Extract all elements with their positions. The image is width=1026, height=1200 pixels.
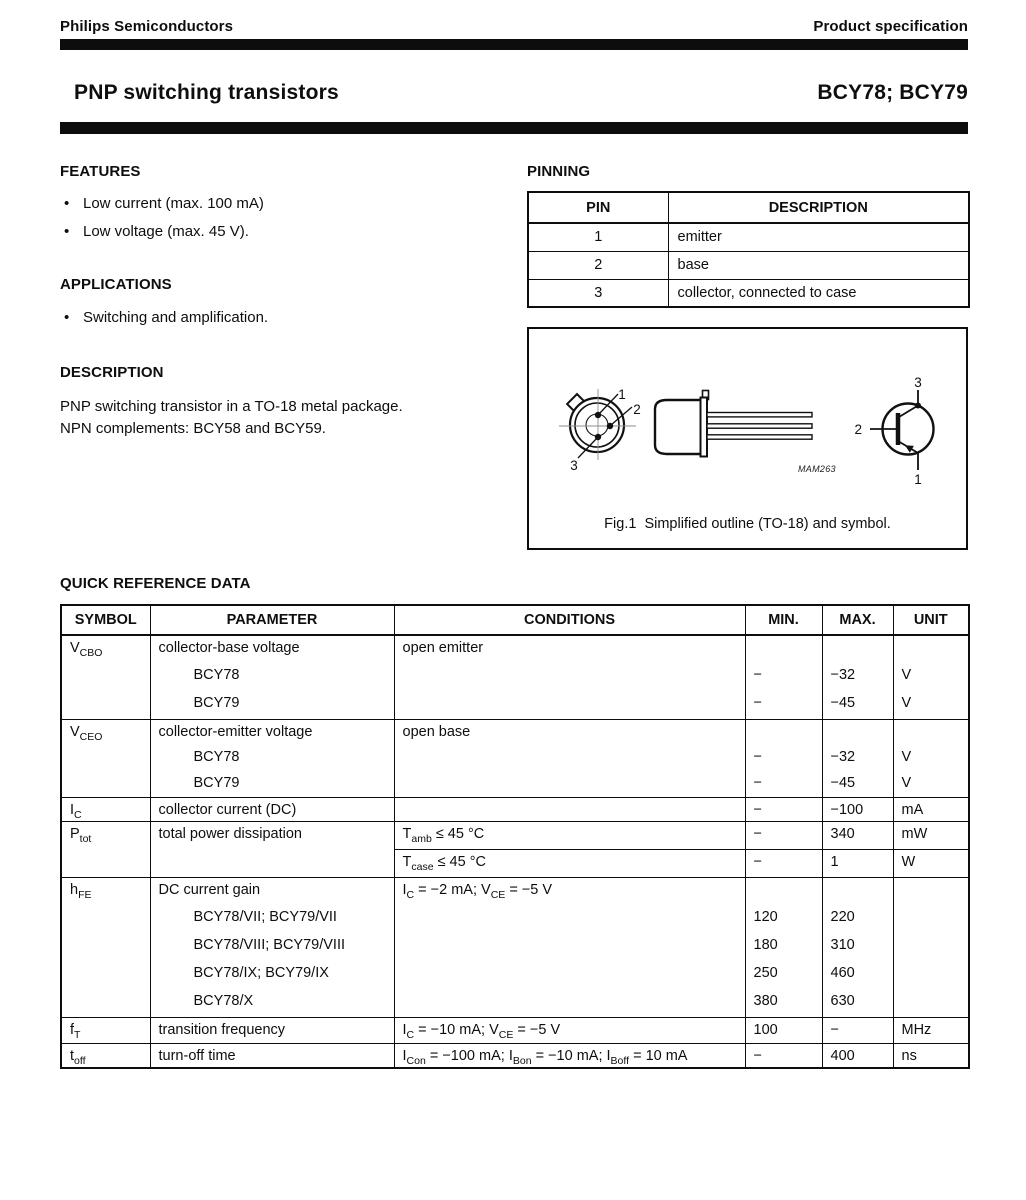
unit-cell: V xyxy=(893,663,969,691)
min-cell: 100 xyxy=(745,1017,822,1043)
pinning-row xyxy=(528,279,969,307)
qrd-row xyxy=(61,691,969,719)
max-cell xyxy=(822,719,893,745)
parameter-cell: turn-off time xyxy=(150,1043,394,1068)
min-cell: − xyxy=(745,849,822,877)
parameter-cell: BCY78 xyxy=(150,745,394,771)
symbol-cell: $I_C$ xyxy=(61,797,150,821)
parameter-cell: collector current (DC) xyxy=(150,797,394,821)
conditions-cell xyxy=(394,797,745,821)
symbol-cell: $V_{CEO}$ xyxy=(61,719,150,745)
device-types: BCY78; BCY79 xyxy=(817,81,968,104)
max-cell: −100 xyxy=(822,797,893,821)
qrd-col-header: MIN. xyxy=(745,605,822,635)
qrd-row xyxy=(61,663,969,691)
symbol-collector-label: 3 xyxy=(914,375,922,390)
unit-cell: V xyxy=(893,771,969,797)
qrd-body xyxy=(61,635,969,1068)
symbol-cell xyxy=(61,905,150,933)
unit-cell: V xyxy=(893,745,969,771)
drawing-code-label: MAM263 xyxy=(798,464,836,474)
qrd-row xyxy=(61,849,969,877)
parameter-cell: BCY79 xyxy=(150,771,394,797)
application-text: Switching and amplification. xyxy=(83,309,269,326)
pinning-header-row xyxy=(528,192,969,223)
lead-3 xyxy=(707,435,812,439)
qrd-row xyxy=(61,877,969,905)
max-cell: 400 xyxy=(822,1043,893,1068)
max-cell: 220 xyxy=(822,905,893,933)
pin-number-cell: 3 xyxy=(528,279,668,307)
page-title: PNP switching transistors xyxy=(74,81,339,104)
min-cell xyxy=(745,877,822,905)
unit-cell: mA xyxy=(893,797,969,821)
max-cell: 460 xyxy=(822,961,893,989)
description-heading: DESCRIPTION xyxy=(60,364,164,381)
bullet-icon: • xyxy=(64,195,70,212)
parameter-cell: transition frequency xyxy=(150,1017,394,1043)
parameter-cell: BCY78/VIII; BCY79/VIII xyxy=(150,933,394,961)
conditions-cell xyxy=(394,989,745,1017)
header-rule xyxy=(60,39,968,50)
min-cell: − xyxy=(745,771,822,797)
collector-junction-dot xyxy=(915,403,921,409)
description-paragraph xyxy=(60,396,403,440)
qrd-row xyxy=(61,933,969,961)
pinning-col-header: DESCRIPTION xyxy=(668,192,969,223)
max-cell: −32 xyxy=(822,745,893,771)
feature-text: Low current (max. 100 mA) xyxy=(83,195,264,212)
max-cell: − xyxy=(822,1017,893,1043)
unit-cell xyxy=(893,961,969,989)
pinning-table xyxy=(527,191,970,308)
symbol-cell xyxy=(61,691,150,719)
unit-cell xyxy=(893,877,969,905)
symbol-cell xyxy=(61,961,150,989)
qrd-row xyxy=(61,771,969,797)
parameter-cell: collector-base voltage xyxy=(150,635,394,663)
unit-cell xyxy=(893,905,969,933)
parameter-cell: collector-emitter voltage xyxy=(150,719,394,745)
conditions-cell: open base xyxy=(394,719,745,745)
qrd-row xyxy=(61,635,969,663)
min-cell xyxy=(745,635,822,663)
unit-cell xyxy=(893,933,969,961)
qrd-col-header: PARAMETER xyxy=(150,605,394,635)
min-cell: − xyxy=(745,821,822,849)
figure-box xyxy=(527,327,968,550)
package-side-view xyxy=(655,391,836,475)
qrd-header-row xyxy=(61,605,969,635)
conditions-cell xyxy=(394,961,745,989)
pin-number-cell: 2 xyxy=(528,251,668,279)
applications-heading: APPLICATIONS xyxy=(60,276,172,293)
unit-cell xyxy=(893,635,969,663)
parameter-cell: BCY78/X xyxy=(150,989,394,1017)
qrd-col-header: SYMBOL xyxy=(61,605,150,635)
quick-reference-heading: QUICK REFERENCE DATA xyxy=(60,575,251,592)
features-heading: FEATURES xyxy=(60,163,141,180)
lead-1 xyxy=(707,413,812,417)
conditions-cell xyxy=(394,933,745,961)
qrd-row xyxy=(61,1043,969,1068)
symbol-cell xyxy=(61,663,150,691)
unit-cell xyxy=(893,719,969,745)
symbol-cell xyxy=(61,989,150,1017)
min-cell: − xyxy=(745,691,822,719)
conditions-cell: $I_{Con} = -100$ mA; $I_{Bon} = -10$ mA; $I_{Boff} = 10$ mA xyxy=(394,1043,745,1068)
parameter-cell: BCY78/IX; BCY79/IX xyxy=(150,961,394,989)
parameter-cell xyxy=(150,849,394,877)
min-cell: 380 xyxy=(745,989,822,1017)
pin-number-cell: 1 xyxy=(528,223,668,251)
description-line: PNP switching transistor in a TO-18 metal package. xyxy=(60,398,403,415)
unit-cell: MHz xyxy=(893,1017,969,1043)
qrd-row xyxy=(61,745,969,771)
min-cell: 180 xyxy=(745,933,822,961)
lead-2 xyxy=(707,424,812,428)
figure-caption: Fig.1 Simplified outline (TO-18) and symbol. xyxy=(604,516,891,532)
transistor-symbol xyxy=(854,375,933,487)
unit-cell: mW xyxy=(893,821,969,849)
qrd-row xyxy=(61,719,969,745)
bottom-view-pin3-label: 3 xyxy=(570,458,578,473)
unit-cell: W xyxy=(893,849,969,877)
max-cell: −45 xyxy=(822,691,893,719)
pinning-body xyxy=(528,223,969,307)
conditions-cell: $T_{case} \le 45$ °C xyxy=(394,849,745,877)
bullet-icon: • xyxy=(64,223,70,240)
symbol-emitter-label: 1 xyxy=(914,472,922,487)
conditions-cell: $I_C = -2$ mA; $V_{CE} = -5$ V xyxy=(394,877,745,905)
symbol-cell xyxy=(61,771,150,797)
max-cell: 1 xyxy=(822,849,893,877)
qrd-row xyxy=(61,821,969,849)
min-cell: − xyxy=(745,797,822,821)
title-rule xyxy=(60,122,968,134)
conditions-cell xyxy=(394,905,745,933)
conditions-cell: $T_{amb} \le 45$ °C xyxy=(394,821,745,849)
pinning-row xyxy=(528,223,969,251)
conditions-cell xyxy=(394,663,745,691)
parameter-cell: BCY78/VII; BCY79/VII xyxy=(150,905,394,933)
application-item xyxy=(64,309,268,326)
symbol-base-label: 2 xyxy=(854,422,862,437)
feature-item xyxy=(64,195,264,212)
min-cell: − xyxy=(745,663,822,691)
min-cell: 120 xyxy=(745,905,822,933)
pin-description-cell: collector, connected to case xyxy=(668,279,969,307)
qrd-row xyxy=(61,961,969,989)
max-cell xyxy=(822,635,893,663)
conditions-cell xyxy=(394,745,745,771)
symbol-cell xyxy=(61,849,150,877)
document-type: Product specification xyxy=(813,18,968,35)
min-cell: 250 xyxy=(745,961,822,989)
pinning-row xyxy=(528,251,969,279)
bottom-view-pin1-label: 1 xyxy=(618,387,626,402)
publisher-name: Philips Semiconductors xyxy=(60,18,234,35)
description-line: NPN complements: BCY58 and BCY59. xyxy=(60,420,326,437)
qrd-col-header: MAX. xyxy=(822,605,893,635)
min-cell: − xyxy=(745,1043,822,1068)
symbol-cell: $P_{tot}$ xyxy=(61,821,150,849)
qrd-col-header: CONDITIONS xyxy=(394,605,745,635)
max-cell: 340 xyxy=(822,821,893,849)
bullet-icon: • xyxy=(64,309,70,326)
qrd-row xyxy=(61,905,969,933)
unit-cell: V xyxy=(893,691,969,719)
max-cell: −45 xyxy=(822,771,893,797)
min-cell: − xyxy=(745,745,822,771)
pin-description-cell: base xyxy=(668,251,969,279)
package-bottom-view xyxy=(559,387,641,473)
pinning-heading: PINNING xyxy=(527,163,591,180)
max-cell: 630 xyxy=(822,989,893,1017)
max-cell: 310 xyxy=(822,933,893,961)
unit-cell: ns xyxy=(893,1043,969,1068)
bottom-view-pin2-label: 2 xyxy=(633,402,641,417)
symbol-cell xyxy=(61,745,150,771)
max-cell xyxy=(822,877,893,905)
conditions-cell: open emitter xyxy=(394,635,745,663)
feature-item xyxy=(64,223,249,240)
parameter-cell: BCY78 xyxy=(150,663,394,691)
conditions-cell: $I_C = -10$ mA; $V_{CE} = -5$ V xyxy=(394,1017,745,1043)
conditions-cell xyxy=(394,691,745,719)
parameter-cell: total power dissipation xyxy=(150,821,394,849)
max-cell: −32 xyxy=(822,663,893,691)
qrd-col-header: UNIT xyxy=(893,605,969,635)
pin-description-cell: emitter xyxy=(668,223,969,251)
qrd-row xyxy=(61,989,969,1017)
qrd-row xyxy=(61,1017,969,1043)
symbol-cell xyxy=(61,933,150,961)
symbol-cell: $V_{CBO}$ xyxy=(61,635,150,663)
feature-text: Low voltage (max. 45 V). xyxy=(83,223,249,240)
min-cell xyxy=(745,719,822,745)
qrd-row xyxy=(61,797,969,821)
quick-reference-table xyxy=(60,604,970,1069)
conditions-cell xyxy=(394,771,745,797)
pinning-col-header: PIN xyxy=(528,192,668,223)
parameter-cell: DC current gain xyxy=(150,877,394,905)
parameter-cell: BCY79 xyxy=(150,691,394,719)
symbol-cell: $t_{off}$ xyxy=(61,1043,150,1068)
symbol-cell: $h_{FE}$ xyxy=(61,877,150,905)
unit-cell xyxy=(893,989,969,1017)
symbol-cell: $f_T$ xyxy=(61,1017,150,1043)
